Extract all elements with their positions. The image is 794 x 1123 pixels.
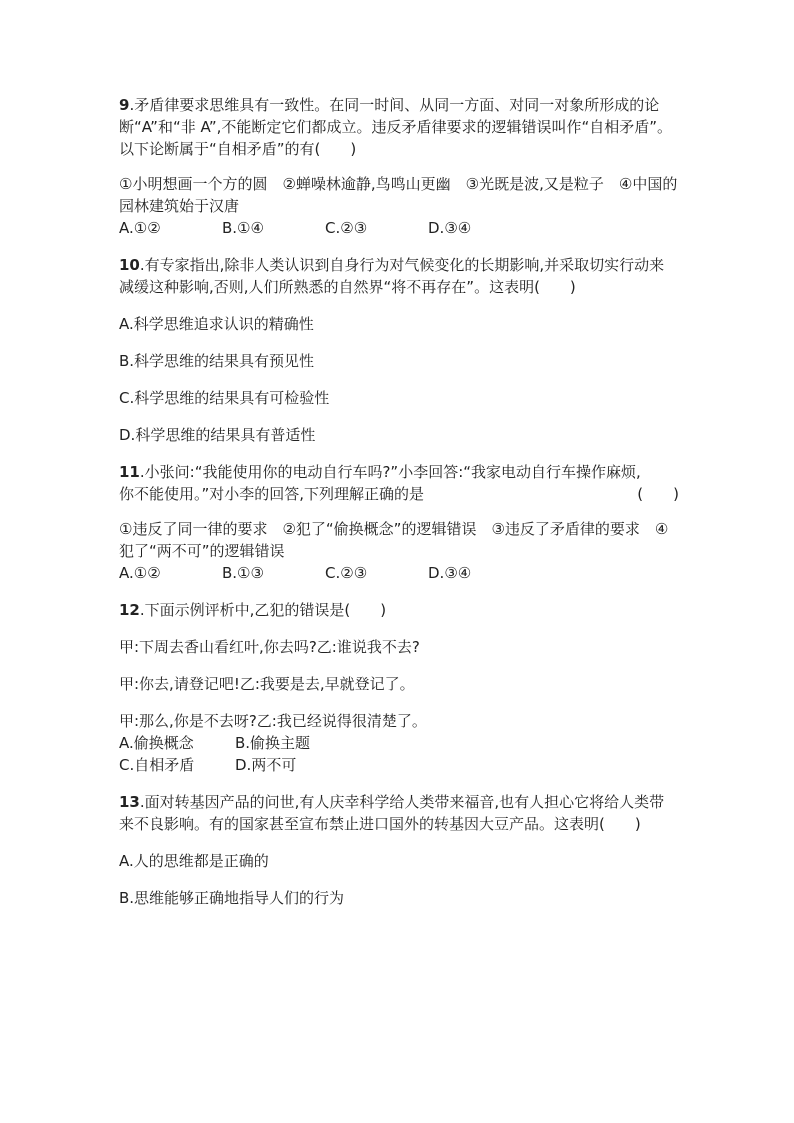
- question-text: .矛盾律要求思维具有一致性。在同一时间、从同一方面、对同一对象所形成的论断“A”和“非 A”,不能断定它们都成立。违反矛盾律要求的逻辑错误叫作“自相矛盾”。以下论断属于“自相矛盾”的有( ): [119, 96, 672, 158]
- option-b: B.科学思维的结果具有预见性: [119, 352, 315, 370]
- question-number: 12: [119, 601, 140, 619]
- question-9-items: ①小明想画一个方的圆 ②蝉噪林逾静,鸟鸣山更幽 ③光既是波,又是粒子 ④中国的园林建筑始于汉唐: [119, 175, 678, 215]
- option-a: A.科学思维追求认识的精确性: [119, 315, 314, 333]
- question-12-options-row-2: [119, 754, 679, 776]
- question-text: .面对转基因产品的问世,有人庆幸科学给人类带来福音,也有人担心它将给人类带来不良影响。有的国家甚至宣布禁止进口国外的转基因大豆产品。这表明( ): [119, 793, 665, 833]
- dialogue-line: 甲:下周去香山看红叶,你去吗?乙:谁说我不去?: [119, 638, 420, 656]
- question-text: .下面示例评析中,乙犯的错误是( ): [139, 601, 387, 619]
- option-b: B.①④: [222, 219, 264, 237]
- option-c: C.自相矛盾: [119, 756, 195, 774]
- option-d: D.两不可: [235, 756, 297, 774]
- option-a: A.①②: [119, 564, 161, 582]
- document-page: [119, 94, 679, 909]
- question-12-options-row-1: [119, 732, 679, 754]
- question-11-items: ①违反了同一律的要求 ②犯了“偷换概念”的逻辑错误 ③违反了矛盾律的要求 ④犯了“两不可”的逻辑错误: [119, 520, 669, 560]
- option-c: C.②③: [325, 219, 368, 237]
- question-10-stem: [119, 254, 679, 298]
- option-b: B.①③: [222, 564, 264, 582]
- option-a: A.人的思维都是正确的: [119, 852, 269, 870]
- question-text-line-2: 你不能使用。”对小李的回答,下列理解正确的是: [119, 485, 425, 503]
- option-c: C.②③: [325, 564, 368, 582]
- question-text-line-1: .小张问:“我能使用你的电动自行车吗?”小李回答:“我家电动自行车操作麻烦,: [139, 463, 641, 481]
- answer-paren: ( ): [637, 485, 679, 503]
- option-a: A.①②: [119, 219, 161, 237]
- option-d: D.科学思维的结果具有普适性: [119, 426, 316, 444]
- dialogue-line: 甲:你去,请登记吧!乙:我要是去,早就登记了。: [119, 675, 415, 693]
- question-number: 10: [119, 256, 140, 274]
- option-b: B.思维能够正确地指导人们的行为: [119, 889, 345, 907]
- question-12-stem: [119, 599, 679, 621]
- option-b: B.偷换主题: [235, 734, 311, 752]
- question-number: 11: [119, 463, 140, 481]
- question-number: 9: [119, 96, 130, 114]
- question-number: 13: [119, 793, 140, 811]
- question-11-options: [119, 562, 679, 584]
- question-9-options: [119, 217, 679, 239]
- question-9-stem: [119, 94, 679, 160]
- dialogue-line: 甲:那么,你是不去呀?乙:我已经说得很清楚了。: [119, 712, 427, 730]
- question-13-stem: [119, 791, 679, 835]
- option-a: A.偷换概念: [119, 734, 194, 752]
- question-text: .有专家指出,除非人类认识到自身行为对气候变化的长期影响,并采取切实行动来减缓这种影响,否则,人们所熟悉的自然界“将不再存在”。这表明( ): [119, 256, 665, 296]
- option-d: D.③④: [428, 564, 472, 582]
- option-c: C.科学思维的结果具有可检验性: [119, 389, 330, 407]
- question-11-stem: [119, 461, 679, 505]
- option-d: D.③④: [428, 219, 472, 237]
